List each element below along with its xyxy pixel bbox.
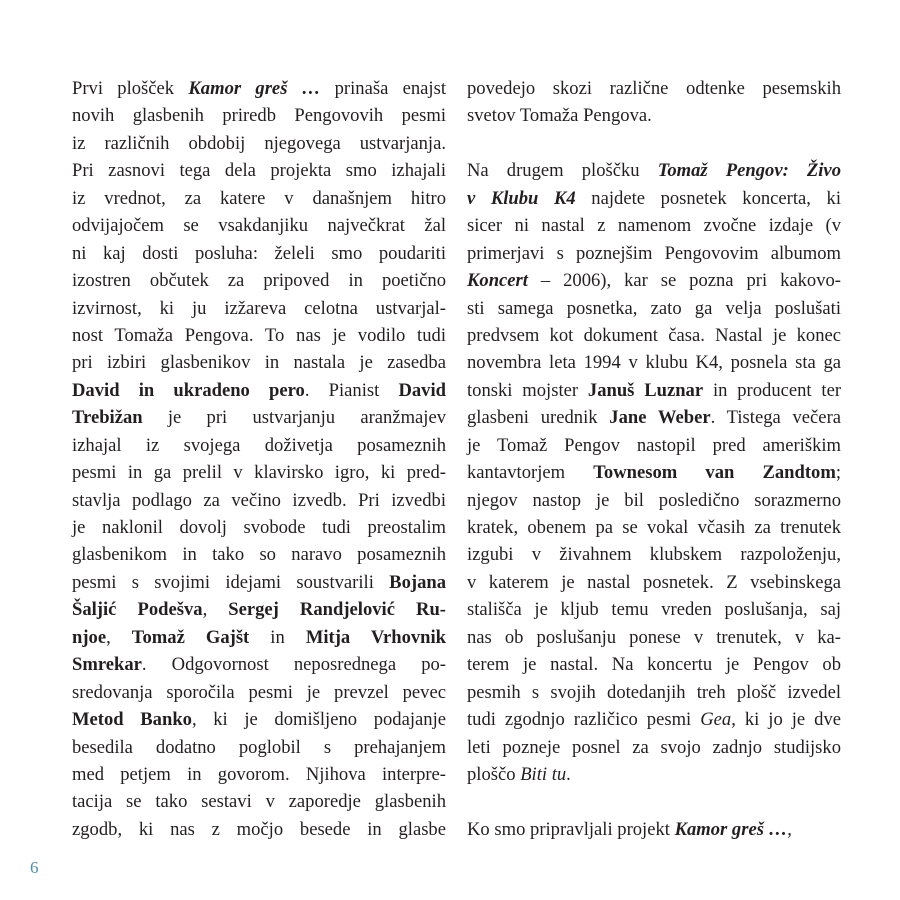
text-run: odvijajočem se vsakdanjiku največkrat žal [72,215,446,237]
text-run: ni kaj dosti posluha: želeli smo poudariti [72,242,446,264]
text-line [72,240,446,267]
text-line [467,404,841,431]
text-run: pesmih s svojih dotedanjih treh plošč izvedel [467,681,841,703]
text-run: , [106,626,132,648]
page-number: 6 [30,858,39,877]
text-line [72,788,446,815]
text-run: predvsem kot dokument časa. Nastal je konec [467,324,841,346]
text-line [467,157,841,184]
text-run: zgodb, ki nas z močjo besede in glasbe [72,818,446,840]
text-run: nost Tomaža Pengova. To nas je vodilo tudi [72,324,446,346]
text-run: terem je nastal. Na koncertu je Pengov ob [467,654,841,676]
emphasized-text: Kamor greš … [674,818,788,840]
text-run: novembra leta 1994 v klubu K4, posnela sta ga [467,352,841,374]
emphasized-text: David [398,379,446,401]
text-run: iz vrednot, za katere v današnjem hitro [72,187,446,209]
text-run: – 2006), kar se pozna pri kakovo- [527,270,841,292]
text-line [467,651,841,678]
text-run: . Odgovornost neposrednega po- [141,654,446,676]
text-run: Na drugem ploščku [467,160,658,182]
paragraph [467,816,841,843]
left-text-column [72,75,446,843]
text-line [467,459,841,486]
text-line [467,295,841,322]
emphasized-text: Tomaž Gajšt [131,626,250,648]
text-line [467,377,841,404]
text-line [467,624,841,651]
text-run: , ki je domišljeno podajanje [191,709,446,731]
emphasized-text: Bojana [389,571,446,593]
text-line [72,816,446,843]
text-run: med petjem in govorom. Njihova interpre- [72,763,446,785]
paragraph [467,157,841,788]
text-line [72,212,446,239]
text-line [72,75,446,102]
text-run: sti samega posnetka, zato ga velja poslušati [467,297,841,319]
text-run: novih glasbenih priredb Pengovovih pesmi [72,105,446,127]
text-line [467,679,841,706]
text-run: v katerem je nastal posnetek. Z vsebinskega [467,571,841,593]
text-line [467,322,841,349]
emphasized-text: Sergej Randjelović Ru- [228,599,446,621]
text-run: sredovanja sporočila pesmi je prevzel pevec [72,681,446,703]
text-line [72,706,446,733]
text-run: Pri zasnovi tega dela projekta smo izhajali [72,160,446,182]
text-run: in [249,626,306,648]
text-line [467,432,841,459]
text-run: stališča je kljub temu vreden poslušanja, saj [467,599,841,621]
text-line [467,185,841,212]
emphasized-text: Smrekar [72,654,142,676]
text-line [467,761,841,788]
text-run: kantavtorjem [467,462,594,484]
emphasized-text: Townesom van Zandtom [593,462,836,484]
text-line [72,432,446,459]
text-line [72,734,446,761]
text-line [72,377,446,404]
emphasized-text: Tomaž Pengov: Živo [657,160,841,182]
text-run: . [566,763,571,785]
emphasized-text: David in ukradeno pero [72,379,305,401]
text-run: primerjavi s poznejšim Pengovovim albumom [467,242,841,264]
emphasized-text: Metod Banko [72,709,192,731]
emphasized-text: Koncert [467,270,528,292]
text-line [72,295,446,322]
text-run: nas ob poslušanju ponese v trenutek, v ka- [467,626,841,648]
text-run: najdete posnetek koncerta, ki [575,187,841,209]
text-run: svetov Tomaža Pengova. [467,105,652,127]
text-run: stavlja podlago za večino izvedb. Pri izvedbi [72,489,446,511]
text-run: Prvi plošček [72,78,189,99]
text-line [72,322,446,349]
text-line [467,102,841,129]
text-run: glasbenikom in tako so naravo posameznih [72,544,446,566]
text-run: je naklonil dovolj svobode tudi preostalim [72,517,446,538]
text-run: sicer ni nastal z namenom zvočne izdaje (v [467,215,841,237]
text-run: izvirnost, ki ju izžareva celotna ustvarjal- [72,297,446,319]
text-line [72,459,446,486]
text-run: . Pianist [304,379,399,401]
text-run: leti pozneje posnel za svojo zadnjo studijsko [467,736,841,758]
text-line [467,267,841,294]
text-line [72,651,446,678]
text-run: izgubi v živahnem klubskem razpoloženju, [467,544,841,566]
text-line [72,487,446,514]
text-run: ; [835,462,841,484]
text-run: , [787,818,792,840]
text-run: povedejo skozi različne odtenke pesemskih [467,78,841,99]
emphasized-text: njoe [72,626,107,648]
text-run: prinaša enajst [320,78,446,99]
text-line [467,514,841,541]
paragraph-spacer [467,130,841,157]
emphasized-text: Jane Weber [609,407,711,429]
text-run: pesmi in ga prelil v klavirsko igro, ki pred- [72,462,446,484]
text-line [72,185,446,212]
emphasized-text: v Klubu K4 [467,187,576,209]
text-line [72,761,446,788]
text-run: kratek, obenem pa se vokal včasih za trenutek [467,517,841,538]
text-line [467,569,841,596]
text-line [467,240,841,267]
text-line [72,624,446,651]
text-run: je Tomaž Pengov nastopil pred ameriškim [467,434,841,456]
text-line [467,75,841,102]
text-line [467,816,841,843]
text-run: izostren občutek za pripoved in poetično [72,270,446,292]
text-run: Ko smo pripravljali projekt [467,818,675,840]
text-line [467,596,841,623]
text-run: ploščo [467,763,521,785]
text-line [72,130,446,157]
text-run: tonski mojster [467,379,588,401]
text-run: izhajal iz svojega doživetja posameznih [72,434,446,456]
paragraph-spacer [467,788,841,815]
text-run: . Tistega večera [710,407,842,429]
emphasized-text: Šaljić Podešva [72,599,203,621]
text-run: iz različnih obdobij njegovega ustvarjanja. [72,132,446,154]
text-run: pri izbiri glasbenikov in nastala je zasedba [72,352,446,374]
text-line [72,267,446,294]
text-run: je pri ustvarjanju aranžmajev [142,407,446,429]
text-run: tudi zgodnjo različico pesmi [467,709,701,731]
text-run: in producent ter [703,379,842,401]
text-line [467,212,841,239]
text-line [72,102,446,129]
text-line [72,349,446,376]
text-line [72,404,446,431]
paragraph [467,75,841,130]
text-line [72,157,446,184]
text-line [467,541,841,568]
text-line [467,349,841,376]
text-line [467,734,841,761]
emphasized-text: Mitja Vrhovnik [305,626,447,648]
text-line [467,706,841,733]
text-line [72,541,446,568]
text-run: glasbeni urednik [467,407,610,429]
text-line [467,487,841,514]
emphasized-text: Gea [700,709,732,731]
emphasized-text: Biti tu [520,763,567,785]
right-text-column [467,75,841,843]
text-run: tacija se tako sestavi v zaporedje glasbenih [72,791,446,813]
text-line [72,514,446,541]
emphasized-text: Kamor greš … [188,78,321,99]
text-run: , ki jo je dve [731,709,841,731]
text-line [72,596,446,623]
text-run: besedila dodatno poglobil s prehajanjem [72,736,446,758]
text-run: njegov nastop je bil posledično sorazmerno [467,489,841,511]
text-run: pesmi s svojimi idejami soustvarili [72,571,390,593]
text-run: , [202,599,229,621]
emphasized-text: Januš Luznar [587,379,704,401]
text-line [72,679,446,706]
emphasized-text: Trebižan [72,407,143,429]
text-line [72,569,446,596]
paragraph [72,75,446,843]
